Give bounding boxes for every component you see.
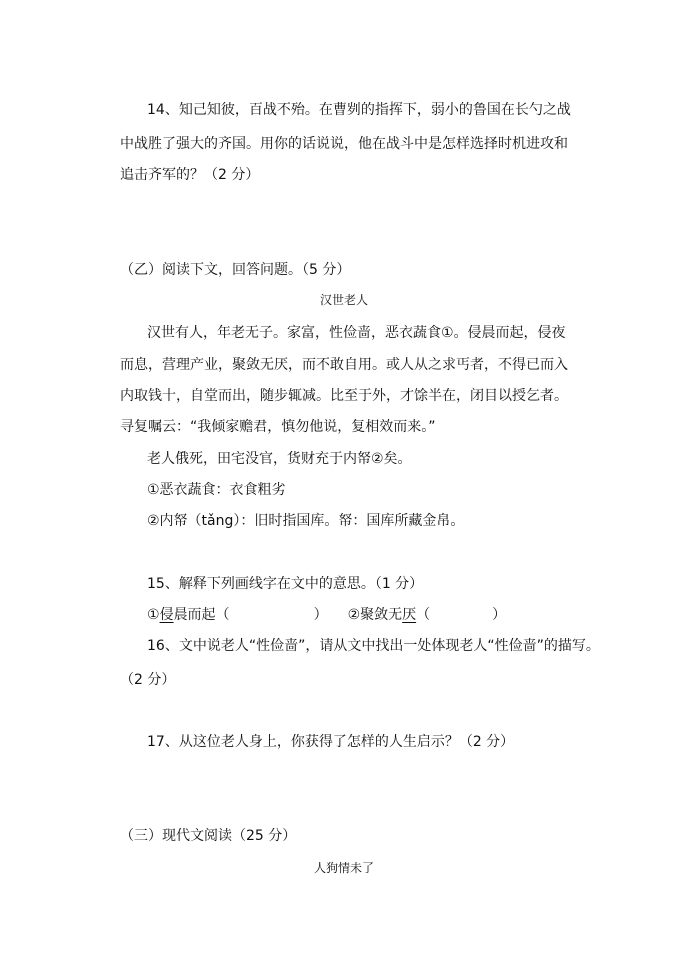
q15-item-1-prefix: ① xyxy=(147,607,160,623)
section-c-title: 人狗情未了 xyxy=(313,861,374,875)
q15-item-1-close: ） xyxy=(313,607,328,623)
passage-title: 汉世老人 xyxy=(319,293,368,307)
q14-line-2: 中战胜了强大的齐国。用你的话说说，他在战斗中是怎样选择时机进攻和 xyxy=(120,136,568,152)
passage-line-4: 寻复嘱云：“我倾家赡君，慎勿他说，复相效而来。” xyxy=(120,419,436,435)
q14-line-3: 追击齐军的？（2 分） xyxy=(120,167,260,183)
q15-item-2-prefix: ②聚敛无 xyxy=(347,607,403,623)
section-b-heading: （乙）阅读下文，回答问题。（5 分） xyxy=(120,262,351,278)
q16-line-1: 16、文中说老人“性俭啬”，请从文中找出一处体现老人“性俭啬”的描写。 xyxy=(147,638,600,654)
q15-item-2-underlined: 厌 xyxy=(402,607,417,623)
q16-line-2: （2 分） xyxy=(120,672,176,688)
section-c-heading: （三）现代文阅读（25 分） xyxy=(120,828,297,844)
q15-item-1-underlined: 侵 xyxy=(159,607,174,623)
passage-line-1: 汉世有人，年老无子。家富，性俭啬，恶衣蔬食①。侵晨而起，侵夜 xyxy=(147,325,566,341)
passage-line-3: 内取钱十，自堂而出，随步辄减。比至于外，才馀半在，闭目以授乞者。 xyxy=(120,388,568,404)
q15-item-2-close: ） xyxy=(492,607,507,623)
q15-item-2-open: （ xyxy=(416,607,431,623)
q14-line-1: 14、知己知彼，百战不殆。在曹刿的指挥下，弱小的鲁国在长勺之战 xyxy=(147,102,571,118)
q17-line-1: 17、从这位老人身上，你获得了怎样的人生启示？（2 分） xyxy=(147,734,515,750)
footnote-2: ②内帑（tǎng）：旧时指国库。帑：国库所藏金帛。 xyxy=(147,513,465,529)
q15-items xyxy=(147,606,506,624)
passage-paragraph-2: 老人俄死，田宅没官，货财充于内帑②矣。 xyxy=(147,451,412,467)
passage-line-2: 而息，营理产业，聚敛无厌，而不敢自用。或人从之求丐者，不得已而入 xyxy=(120,357,568,373)
footnote-1: ①恶衣蔬食：衣食粗劣 xyxy=(147,482,286,498)
q15-stem: 15、解释下列画线字在文中的意思。（1 分） xyxy=(147,576,424,592)
q15-item-1-rest: 晨而起（ xyxy=(173,607,230,623)
